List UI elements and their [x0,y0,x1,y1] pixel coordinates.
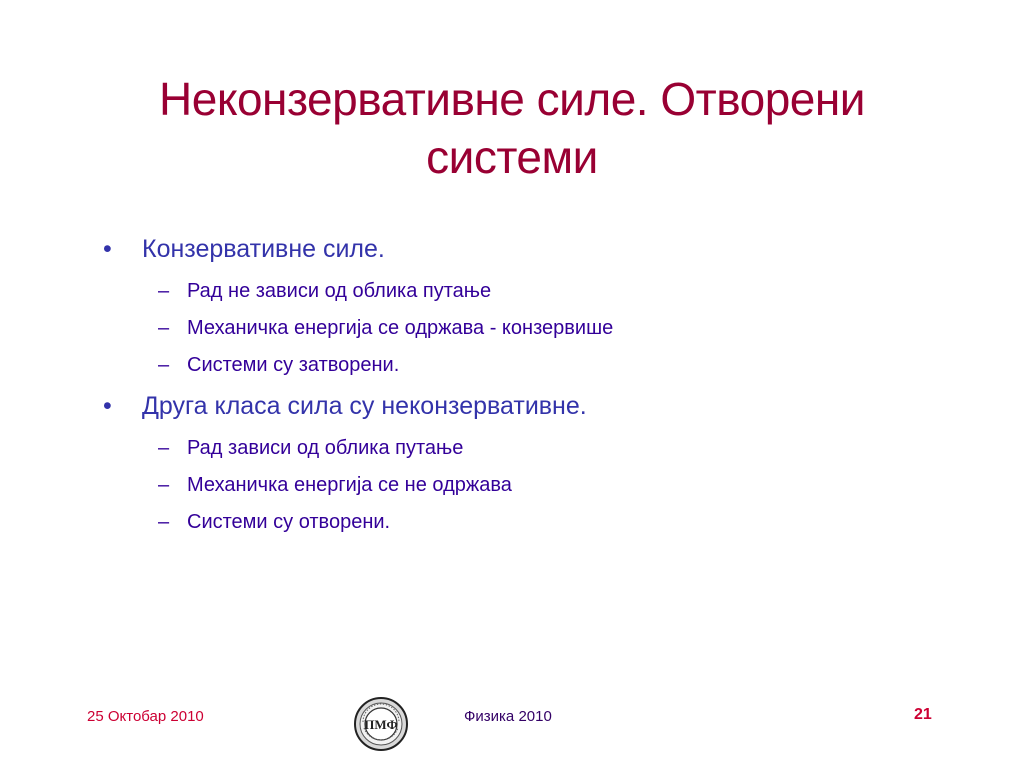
sub-marker: – [158,280,170,302]
sub-item [0,435,1024,461]
slide-body [0,232,1024,546]
sub-text: Механичка енергија се одржава - конзервише [187,317,614,339]
page-number: 21 [914,706,932,723]
sub-text: Рад зависи од облика путање [187,437,464,459]
sub-text: Рад не зависи од облика путање [187,280,492,302]
bullet-marker: • [103,392,112,420]
sub-item [0,278,1024,304]
university-seal-icon [353,696,409,752]
sub-marker: – [158,354,170,376]
sub-marker: – [158,511,170,533]
bullet-group-2 [0,389,1024,535]
footer-center-text: Физика 2010 [464,708,552,725]
sub-marker: – [158,437,170,459]
sub-marker: – [158,474,170,496]
slide-title [60,70,964,186]
sub-item [0,315,1024,341]
sub-marker: – [158,317,170,339]
footer-date: 25 Октобар 2010 [87,708,204,725]
sub-text: Механичка енергија се не одржава [187,474,512,496]
logo-text: ПМФ [364,717,398,732]
title-line-2: системи [426,131,598,183]
title-line-1: Неконзервативне силе. Отворени [159,73,865,125]
bullet-marker: • [103,235,112,263]
bullet-group-1 [0,232,1024,378]
sub-item [0,472,1024,498]
bullet-item [0,232,1024,266]
sub-text: Системи су отворени. [187,511,391,533]
bullet-text: Конзервативне силе. [142,235,385,263]
bullet-item [0,389,1024,423]
sub-item [0,352,1024,378]
sub-item [0,509,1024,535]
bullet-text: Друга класа сила су неконзервативне. [142,392,587,420]
sub-text: Системи су затворени. [187,354,400,376]
